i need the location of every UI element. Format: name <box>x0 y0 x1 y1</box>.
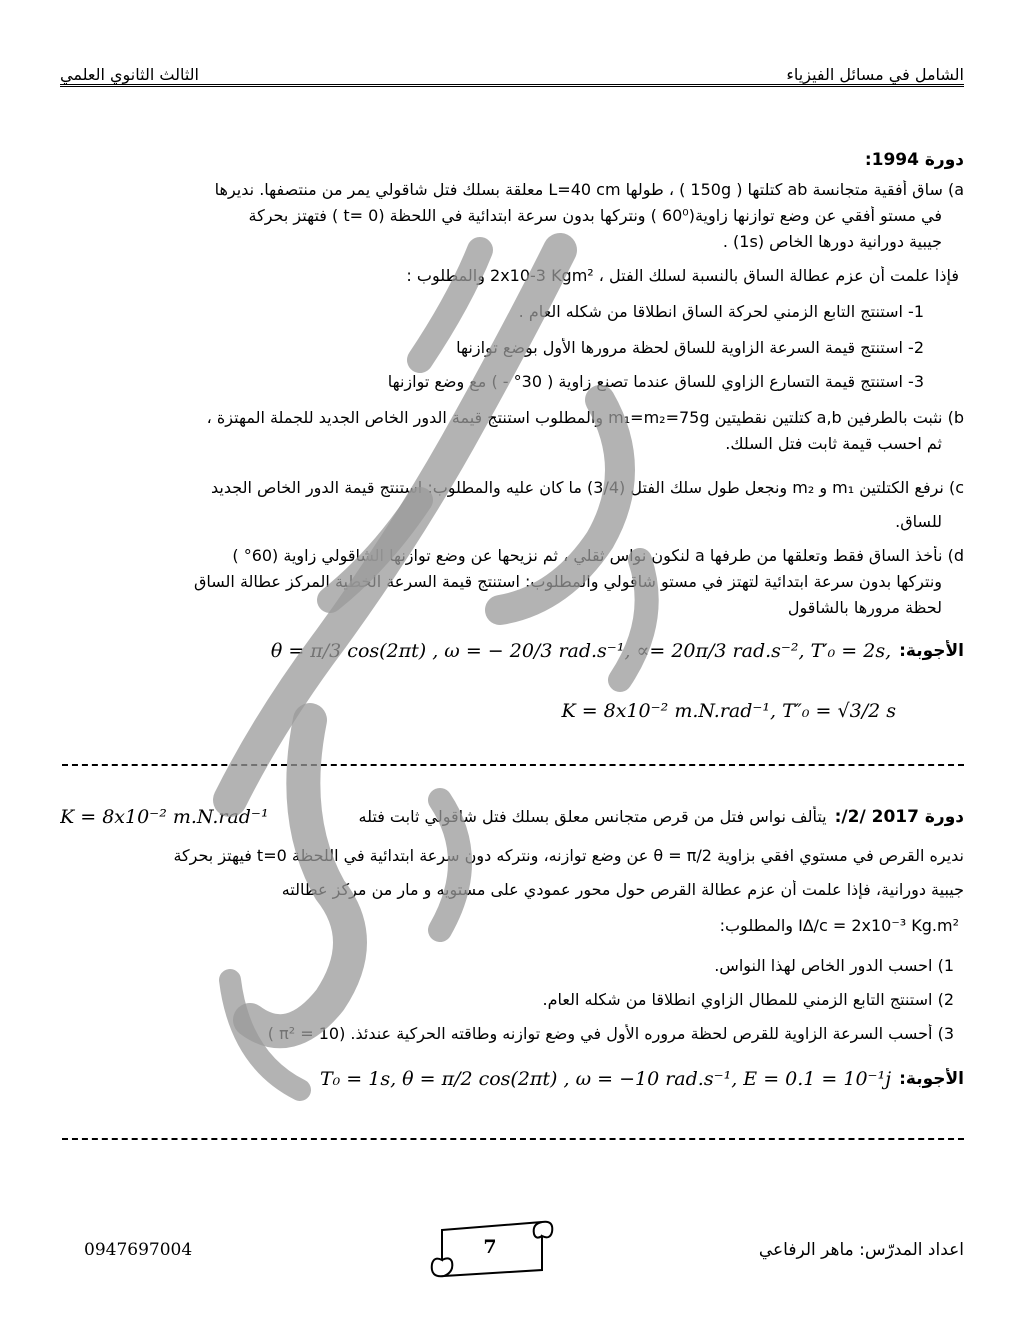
given-inertia: فإذا علمت أن عزم عطالة الساق بالنسبة لسلك الفتل ، 2x10-3 Kgm² والمطلوب : <box>406 266 959 285</box>
answer-formula-1: θ = π/3 cos(2πt) , ω = − 20/3 rad.s⁻¹, ∝= 20π/3 rad.s⁻², T′₀ = 2s, <box>270 640 892 662</box>
torsion-constant: K = 8x10⁻² m.N.rad⁻¹ <box>60 806 269 828</box>
req-3: 3- استنتج قيمة التسارع الزاوي للساق عندما تصنع زاوية ( 30° - ) مع وضع توازنها <box>387 372 924 391</box>
answers-label: الأجوبة: <box>899 641 964 661</box>
section2-intro: يتألف نواس فتل من قرص متجانس معلق بسلك فتل شاقولي ثابت فتله <box>358 807 827 826</box>
req-1: 1- استنتج التابع الزمني لحركة الساق انطلاقا من شكله العام . <box>518 302 924 321</box>
part-b-line-2: ثم احسب قيمة ثابت فتل السلك. <box>725 434 942 453</box>
section2-answers-row <box>60 1068 964 1090</box>
part-d-line-3: لحظة مرورها بالشاقول <box>787 598 942 617</box>
section1-title: دورة 1994: <box>864 150 964 170</box>
page-number-scroll <box>424 1212 556 1286</box>
part-a-line-2: في مستو أفقي عن وضع توازنها زاوية(60⁰ ) ونتركها بدون سرعة ابتدائية في اللحظة (0 =t ) فتهتز بحركة <box>248 206 942 225</box>
section2-title: دورة 2017 /2/: <box>834 807 964 827</box>
section-divider <box>62 764 964 766</box>
part-c-line-1: c) نرفع الكتلتين m₁ و m₂ ونجعل طول سلك الفتل (3/4) ما كان عليه والمطلوب: استنتج قيمة الدور الخاص الجديد <box>211 478 964 497</box>
req-2: 2- استنتج قيمة السرعة الزاوية للساق لحظة مرورها الأول بوضع توازنها <box>456 338 924 357</box>
answers-row-1 <box>60 640 964 662</box>
teacher-name: اعداد المدرّس: ماهر الرفاعي <box>758 1240 964 1260</box>
section2-row-1 <box>60 806 964 828</box>
part-d-line-2: ونتركها بدون سرعة ابتدائية لتهتز في مستو شاقولي والمطلوب: استنتج قيمة السرعة الخطية المركز عطالة الساق <box>193 572 942 591</box>
part-a-line-1: a) ساق أفقية متجانسة ab كتلتها ( 150g ) ، طولها L=40 cm معلقة بسلك فتل شاقولي يمر من منتصفها. نديرها <box>214 180 964 199</box>
page-header <box>60 60 964 87</box>
part-b-line-1: b) نثبت بالطرفين a,b كتلتين نقطيتين m₁=m₂=75g والمطلوب استنتج قيمة الدور الخاص الجديد للجملة المهتزة ، <box>206 408 964 427</box>
teacher-phone: 0947697004 <box>84 1240 193 1260</box>
header-grade: الثالث الثانوي العلمي <box>60 65 199 84</box>
section2-req-1: 1) احسب الدور الخاص لهذا النواس. <box>714 956 954 975</box>
section-divider-bottom <box>62 1138 964 1140</box>
section2-req-2: 2) استنتج التابع الزمني للمطال الزاوي انطلاقا من شكله العام. <box>542 990 954 1009</box>
section2-answers-label: الأجوبة: <box>899 1069 964 1089</box>
answers-row-2 <box>60 700 964 722</box>
answer-formula-2: K = 8x10⁻² m.N.rad⁻¹, T″₀ = √3/2 s <box>561 700 896 722</box>
part-c-line-2: للساق. <box>895 512 942 531</box>
section2-line-2: نديره القرص في مستوي افقي بزاوية θ = π/2 عن وضع توازنه، ونتركه دون سرعة ابتدائية في اللحظة t=0 فيهتز بحركة <box>173 846 964 865</box>
section2-answer-formula: T₀ = 1s, θ = π/2 cos(2πt) , ω = −10 rad.s⁻¹, E = 0.1 = 10⁻¹j <box>319 1068 892 1090</box>
part-a-line-3: جيبية دورانية دورها الخاص (1s) . <box>722 232 942 251</box>
header-book-title: الشامل في مسائل الفيزياء <box>786 65 964 84</box>
page-number: 7 <box>483 1236 497 1258</box>
section2-line-4: I∆/c = 2x10⁻³ Kg.m² والمطلوب: <box>719 916 959 935</box>
part-d-line-1: d) نأخذ الساق فقط وتعلقها من طرفها a لنكون نواس ثقلي ، ثم نزيحها عن وضع توازنها الشاقولي زاوية (60° ) <box>232 546 964 565</box>
section2-req-3: 3) أحسب السرعة الزاوية للقرص لحظة مروره الأول في وضع توازنه وطاقته الحركية عندئذ. (π² = 10 ) <box>267 1024 954 1043</box>
section2-line-3: جيبية دورانية، فإذا علمت أن عزم عطالة القرص حول محور عمودي على مستويه و مار من مركز عطالته <box>281 880 964 899</box>
